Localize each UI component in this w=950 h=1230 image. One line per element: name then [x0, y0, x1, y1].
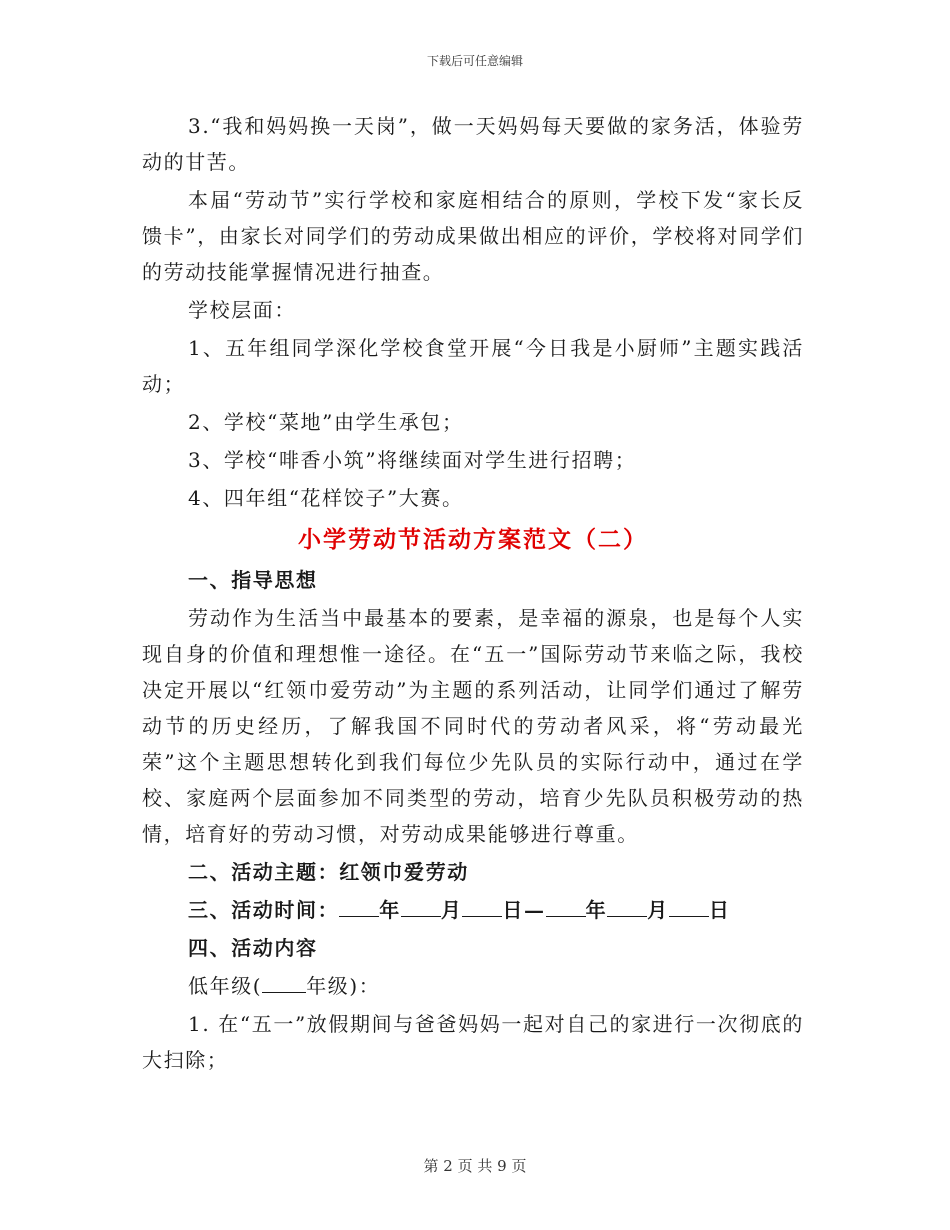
- blank-field: [462, 892, 502, 917]
- heading-activity-time: [142, 892, 804, 928]
- year-label: 年: [379, 898, 401, 922]
- list-item-4: 4、四年组“花样饺子”大赛。: [188, 486, 464, 510]
- heading-guiding-thought: 一、指导思想: [188, 568, 318, 592]
- document-body: [142, 108, 804, 1078]
- paragraph-item-3: 3.“我和妈妈换一天岗”，做一天妈妈每天要做的家务活，体验劳动的甘苦。: [142, 114, 804, 174]
- list-item-cleaning: 1. 在“五一”放假期间与爸爸妈妈一起对自己的家进行一次彻底的大扫除；: [142, 1012, 804, 1072]
- page-footer: 第 2 页 共 9 页: [423, 1157, 527, 1175]
- blank-field: [339, 892, 379, 917]
- day-dash-label: 日—: [502, 898, 546, 922]
- month-label: 月: [647, 898, 669, 922]
- paragraph-school-level: 学校层面：: [188, 298, 296, 322]
- paragraph-lower-grade: [142, 968, 804, 1004]
- lower-grade-suffix: 年级)：: [306, 974, 381, 998]
- paragraph-feedback: 本届“劳动节”实行学校和家庭相结合的原则，学校下发“家长反馈卡”，由家长对同学们的劳动成果做出相应的评价，学校将对同学们的劳动技能掌握情况进行抽查。: [142, 188, 804, 284]
- list-item-3: 3、学校“啡香小筑”将继续面对学生进行招聘；: [188, 448, 637, 472]
- blank-field: [669, 892, 709, 917]
- lower-grade-prefix: 低年级(: [188, 974, 263, 998]
- heading-activity-content: 四、活动内容: [188, 936, 318, 960]
- blank-field: [262, 968, 306, 993]
- month-label: 月: [440, 898, 463, 922]
- blank-field: [607, 892, 647, 917]
- year-label: 年: [585, 898, 608, 922]
- heading-activity-theme: 二、活动主题：红领巾爱劳动: [188, 860, 469, 884]
- day-label: 日: [708, 898, 731, 922]
- paragraph-guiding-thought: 劳动作为生活当中最基本的要素，是幸福的源泉，也是每个人实现自身的价值和理想惟一途径。在“五一”国际劳动节来临之际，我校决定开展以“红领巾爱劳动”为主题的系列活动，让同学们通过了解劳动节的历史经历，了解我国不同时代的劳动者风采，将“劳动最光荣”这个主题思想转化到我们每位少先队员的实际行动中，通过在学校、家庭两个层面参加不同类型的劳动，培育少先队员积极劳动的热情，培育好的劳动习惯，对劳动成果能够进行尊重。: [142, 606, 804, 846]
- activity-time-label: 三、活动时间：: [188, 898, 340, 922]
- section-title: 小学劳动节活动方案范文（二）: [298, 526, 648, 553]
- list-item-1: 1、五年组同学深化学校食堂开展“今日我是小厨师”主题实践活动；: [142, 336, 804, 396]
- page-header: 下载后可任意编辑: [426, 54, 523, 68]
- blank-field: [546, 892, 586, 917]
- list-item-2: 2、学校“菜地”由学生承包；: [188, 410, 464, 434]
- blank-field: [401, 892, 441, 917]
